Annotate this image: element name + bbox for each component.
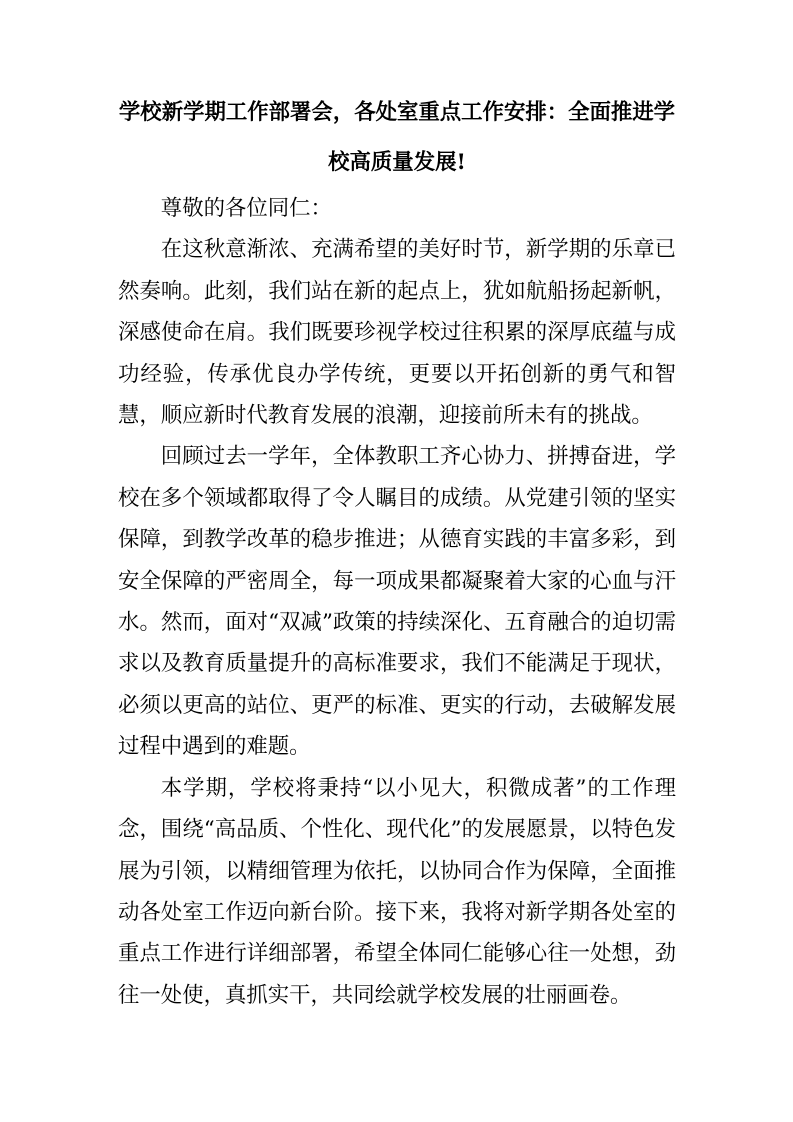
document-title: 学校新学期工作部署会，各处室重点工作安排：全面推进学校高质量发展! [118, 100, 676, 175]
paragraph: 在这秋意渐浓、充满希望的美好时节，新学期的乐章已然奏响。此刻，我们站在新的起点上，犹如航船扬起新帆，深感使命在肩。我们既要珍视学校过往积累的深厚底蕴与成功经验，传承优良办学传统，更要以开拓创新的勇气和智慧，顺应新时代教育发展的浪潮，迎接前所未有的挑战。 [118, 237, 676, 429]
document-body [118, 188, 676, 1016]
paragraph: 本学期，学校将秉持“以小见大，积微成著”的工作理念，围绕“高品质、个性化、现代化”的发展愿景，以特色发展为引领，以精细管理为依托，以协同合作为保障，全面推动各处室工作迈向新台阶。接下来，我将对新学期各处室的重点工作进行详细部署，希望全体同仁能够心往一处想，劲往一处使，真抓实干，共同绘就学校发展的壮丽画卷。 [118, 775, 676, 1008]
paragraph: 回顾过去一学年，全体教职工齐心协力、拼搏奋进，学校在多个领域都取得了令人瞩目的成绩。从党建引领的坚实保障，到教学改革的稳步推进；从德育实践的丰富多彩，到安全保障的严密周全，每一项成果都凝聚着大家的心血与汗水。然而，面对“双减”政策的持续深化、五育融合的迫切需求以及教育质量提升的高标准要求，我们不能满足于现状，必须以更高的站位、更严的标准、更实的行动，去破解发展过程中遇到的难题。 [118, 444, 676, 760]
paragraph: 尊敬的各位同仁： [160, 196, 332, 221]
